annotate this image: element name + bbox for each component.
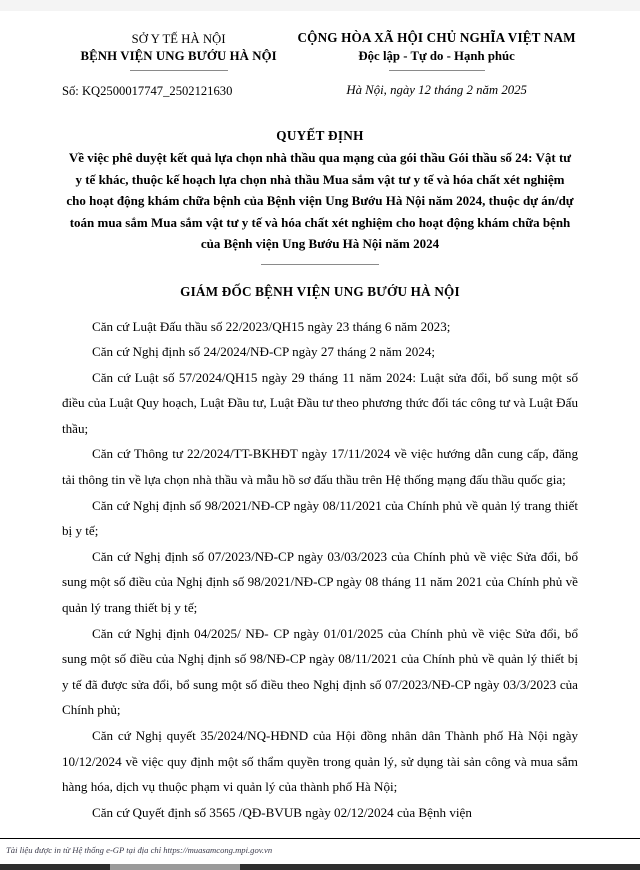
body-paragraph: Căn cứ Quyết định số 3565 /QĐ-BVUB ngày 02/12/2024 của Bệnh viện bbox=[92, 804, 472, 820]
document-body bbox=[62, 314, 578, 826]
signer-heading: GIÁM ĐỐC BỆNH VIỆN UNG BƯỚU HÀ NỘI bbox=[180, 283, 460, 299]
header-divider-right bbox=[389, 70, 485, 71]
bottom-scrollbar-track[interactable] bbox=[0, 864, 640, 870]
title-divider bbox=[261, 264, 379, 265]
national-heading-block bbox=[295, 29, 578, 98]
document-page bbox=[0, 11, 640, 831]
body-paragraph: Căn cứ Thông tư 22/2024/TT-BKHĐT ngày 17/11/2024 về việc hướng dẫn cung cấp, đăng tải thông tin về lựa chọn nhà thầu và mẫu hồ sơ đấu thầu trên Hệ thống mạng đấu thầu quốc gia; bbox=[62, 446, 578, 488]
document-subject: Về việc phê duyệt kết quả lựa chọn nhà thầu qua mạng của gói thầu Gói thầu số 24: Vật tư y tế khác, thuộc kế hoạch lựa chọn nhà thầu Mua sắm vật tư y tế và hóa chất xét nghiệm cho hoạt động khám chữa bệnh của Bệnh viện Ung Bướu Hà Nội năm 2024, thuộc dự án/dự toán mua sắm Mua sắm vật tư y tế và hóa chất xét nghiệm cho hoạt động khám chữa bệnh của Bệnh viện Ung Bướu Hà Nội năm 2024 bbox=[66, 150, 574, 251]
document-title-block bbox=[62, 126, 578, 265]
body-paragraph: Căn cứ Nghị quyết 35/2024/NQ-HĐND của Hội đồng nhân dân Thành phố Hà Nội ngày 10/12/2024 về việc quy định một số thẩm quyền trong quản lý, sử dụng tài sản công và mua sắm hàng hóa, dịch vụ thuộc phạm vi quản lý của thành phố Hà Nội; bbox=[62, 728, 578, 795]
footer-divider bbox=[0, 838, 640, 839]
organization-name: BỆNH VIỆN UNG BƯỚU HÀ NỘI bbox=[80, 49, 277, 63]
body-paragraph: Căn cứ Nghị định 04/2025/ NĐ- CP ngày 01/01/2025 của Chính phủ về việc Sửa đổi, bổ sung một số điều của Nghị định số 98/NĐ-CP ngày 08/11/2021 của Chính phủ về quản lý thiết bị y tế đã được sửa đổi, bổ sung một số điều theo Nghị định số 07/2023/NĐ-CP ngày 03/3/2023 của Chính phủ; bbox=[62, 625, 578, 718]
body-paragraph: Căn cứ Nghị định số 07/2023/NĐ-CP ngày 03/03/2023 của Chính phủ về việc Sửa đổi, bổ sung một số điều của Nghị định số 98/2021/NĐ-CP ngày 08 tháng 11 năm 2021 của Chính phủ về quản lý trang thiết bị y tế; bbox=[62, 548, 578, 616]
body-paragraph: Căn cứ Nghị định số 24/2024/NĐ-CP ngày 27 tháng 2 năm 2024; bbox=[92, 344, 436, 360]
body-paragraph: Căn cứ Luật số 57/2024/QH15 ngày 29 tháng 11 năm 2024: Luật sửa đổi, bổ sung một số điều của Luật Quy hoạch, Luật Đầu tư, Luật Đầu tư theo phương thức đối tác công tư và Luật Đấu thầu; bbox=[62, 369, 578, 436]
page-title: QUYẾT ĐỊNH bbox=[276, 128, 364, 143]
body-paragraph: Căn cứ Nghị định số 98/2021/NĐ-CP ngày 08/11/2021 của Chính phủ về quản lý trang thiết bị y tế; bbox=[62, 497, 578, 539]
department-name: SỞ Y TẾ HÀ NỘI bbox=[131, 32, 226, 46]
window-top-band bbox=[0, 0, 640, 11]
place-and-date: Hà Nội, ngày 12 tháng 2 năm 2025 bbox=[346, 83, 527, 97]
document-number: Số: KQ2500017747_2502121630 bbox=[62, 84, 233, 98]
footer-note: Tài liệu được in từ Hệ thống e-GP tại địa chỉ https://muasamcong.mpi.gov.vn bbox=[6, 845, 273, 855]
country-name: CỘNG HÒA XÃ HỘI CHỦ NGHĨA VIỆT NAM bbox=[297, 30, 576, 45]
document-header bbox=[62, 29, 578, 99]
bottom-scrollbar-thumb[interactable] bbox=[110, 864, 240, 870]
header-divider-left bbox=[130, 70, 228, 71]
issuing-authority-block bbox=[62, 29, 295, 99]
national-motto: Độc lập - Tự do - Hạnh phúc bbox=[358, 49, 515, 63]
body-paragraph: Căn cứ Luật Đấu thầu số 22/2023/QH15 ngày 23 tháng 6 năm 2023; bbox=[92, 318, 451, 334]
